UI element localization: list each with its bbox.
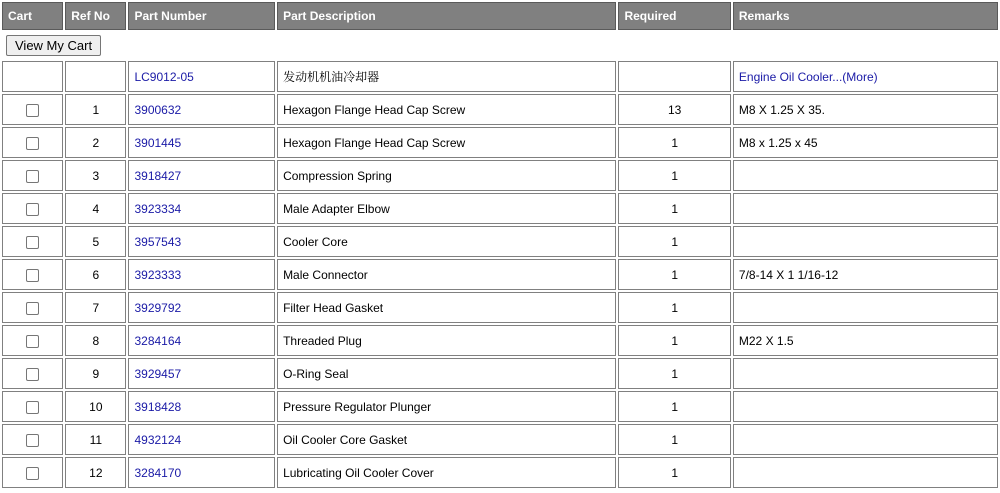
assembly-required-cell	[618, 61, 730, 92]
header-cart: Cart	[2, 2, 63, 30]
part-number-link[interactable]: 3923334	[134, 201, 182, 216]
part-number-link[interactable]: 4932124	[134, 432, 182, 447]
required-qty-cell: 1	[618, 457, 730, 488]
ref-no-cell: 1	[65, 94, 126, 125]
table-row	[2, 226, 998, 257]
part-number-link[interactable]: 3923333	[134, 267, 182, 282]
part-number-cell	[128, 325, 275, 356]
required-qty-cell: 1	[618, 358, 730, 389]
remarks-cell	[733, 358, 998, 389]
assembly-cart-cell	[2, 61, 63, 92]
ref-no-cell: 2	[65, 127, 126, 158]
part-number-link[interactable]: 3918428	[134, 399, 182, 414]
ref-no-cell: 7	[65, 292, 126, 323]
part-number-cell	[128, 226, 275, 257]
header-part-description: Part Description	[277, 2, 616, 30]
required-qty-cell: 1	[618, 193, 730, 224]
assembly-remarks-cell	[733, 61, 998, 92]
part-description-cell: Pressure Regulator Plunger	[277, 391, 616, 422]
part-number-cell	[128, 259, 275, 290]
table-row	[2, 193, 998, 224]
part-number-link[interactable]: 3900632	[134, 102, 182, 117]
ref-no-cell: 5	[65, 226, 126, 257]
table-row	[2, 259, 998, 290]
add-to-cart-checkbox[interactable]	[26, 170, 39, 183]
remarks-cell	[733, 160, 998, 191]
ref-no-cell: 3	[65, 160, 126, 191]
cart-cell	[2, 358, 63, 389]
table-row	[2, 127, 998, 158]
assembly-ref-cell	[65, 61, 126, 92]
add-to-cart-checkbox[interactable]	[26, 302, 39, 315]
add-to-cart-checkbox[interactable]	[26, 269, 39, 282]
add-to-cart-checkbox[interactable]	[26, 137, 39, 150]
part-number-link[interactable]: 3284164	[134, 333, 182, 348]
table-row	[2, 391, 998, 422]
cart-cell	[2, 193, 63, 224]
table-row	[2, 358, 998, 389]
add-to-cart-checkbox[interactable]	[26, 368, 39, 381]
table-row	[2, 160, 998, 191]
cart-cell	[2, 391, 63, 422]
remarks-cell	[733, 424, 998, 455]
table-row	[2, 292, 998, 323]
part-number-cell	[128, 160, 275, 191]
required-qty-cell: 1	[618, 292, 730, 323]
part-number-link[interactable]: 3901445	[134, 135, 182, 150]
part-number-cell	[128, 424, 275, 455]
part-description-cell: Hexagon Flange Head Cap Screw	[277, 127, 616, 158]
part-number-link[interactable]: 3918427	[134, 168, 182, 183]
part-description-cell: Male Connector	[277, 259, 616, 290]
add-to-cart-checkbox[interactable]	[26, 203, 39, 216]
part-number-cell	[128, 94, 275, 125]
cart-cell	[2, 259, 63, 290]
cart-cell	[2, 127, 63, 158]
add-to-cart-checkbox[interactable]	[26, 467, 39, 480]
remarks-cell: M8 X 1.25 X 35.	[733, 94, 998, 125]
ref-no-cell: 4	[65, 193, 126, 224]
part-number-cell	[128, 391, 275, 422]
remarks-cell	[733, 226, 998, 257]
ref-no-cell: 10	[65, 391, 126, 422]
add-to-cart-checkbox[interactable]	[26, 434, 39, 447]
header-remarks: Remarks	[733, 2, 998, 30]
part-number-cell	[128, 127, 275, 158]
add-to-cart-checkbox[interactable]	[26, 236, 39, 249]
table-header-row	[2, 2, 998, 30]
header-ref-no: Ref No	[65, 2, 126, 30]
table-row	[2, 457, 998, 488]
ref-no-cell: 6	[65, 259, 126, 290]
assembly-row	[2, 61, 998, 92]
required-qty-cell: 1	[618, 424, 730, 455]
part-description-cell: Oil Cooler Core Gasket	[277, 424, 616, 455]
part-description-cell: Lubricating Oil Cooler Cover	[277, 457, 616, 488]
header-required: Required	[618, 2, 730, 30]
table-row	[2, 424, 998, 455]
assembly-part-number-cell	[128, 61, 275, 92]
required-qty-cell: 1	[618, 391, 730, 422]
required-qty-cell: 1	[618, 127, 730, 158]
remarks-cell	[733, 457, 998, 488]
part-number-cell	[128, 358, 275, 389]
part-number-link[interactable]: 3929792	[134, 300, 182, 315]
cart-cell	[2, 325, 63, 356]
part-description-cell: Hexagon Flange Head Cap Screw	[277, 94, 616, 125]
part-number-link[interactable]: 3929457	[134, 366, 182, 381]
remarks-cell	[733, 292, 998, 323]
cart-cell	[2, 424, 63, 455]
part-description-cell: Compression Spring	[277, 160, 616, 191]
part-description-cell: Male Adapter Elbow	[277, 193, 616, 224]
cart-cell	[2, 226, 63, 257]
header-part-number: Part Number	[128, 2, 275, 30]
remarks-cell: 7/8-14 X 1 1/16-12	[733, 259, 998, 290]
toolbar-cell	[2, 32, 998, 59]
required-qty-cell: 1	[618, 160, 730, 191]
add-to-cart-checkbox[interactable]	[26, 335, 39, 348]
cart-cell	[2, 160, 63, 191]
ref-no-cell: 11	[65, 424, 126, 455]
assembly-remarks-more-link[interactable]: Engine Oil Cooler...(More)	[738, 69, 878, 84]
required-qty-cell: 1	[618, 226, 730, 257]
table-row	[2, 94, 998, 125]
assembly-description: 发动机机油冷却器	[277, 61, 616, 92]
part-number-cell	[128, 193, 275, 224]
remarks-cell: M8 x 1.25 x 45	[733, 127, 998, 158]
part-number-cell	[128, 292, 275, 323]
add-to-cart-checkbox[interactable]	[26, 104, 39, 117]
part-number-cell	[128, 457, 275, 488]
view-my-cart-button[interactable]: View My Cart	[6, 35, 101, 56]
remarks-cell	[733, 391, 998, 422]
cart-cell	[2, 292, 63, 323]
part-description-cell: Filter Head Gasket	[277, 292, 616, 323]
required-qty-cell: 1	[618, 259, 730, 290]
table-row	[2, 325, 998, 356]
assembly-part-number-link[interactable]: LC9012-05	[134, 69, 194, 84]
part-number-link[interactable]: 3284170	[134, 465, 182, 480]
required-qty-cell: 13	[618, 94, 730, 125]
cart-cell	[2, 457, 63, 488]
cart-cell	[2, 94, 63, 125]
part-description-cell: O-Ring Seal	[277, 358, 616, 389]
toolbar-row	[2, 32, 998, 59]
part-description-cell: Threaded Plug	[277, 325, 616, 356]
ref-no-cell: 12	[65, 457, 126, 488]
remarks-cell: M22 X 1.5	[733, 325, 998, 356]
required-qty-cell: 1	[618, 325, 730, 356]
part-description-cell: Cooler Core	[277, 226, 616, 257]
ref-no-cell: 8	[65, 325, 126, 356]
part-number-link[interactable]: 3957543	[134, 234, 182, 249]
add-to-cart-checkbox[interactable]	[26, 401, 39, 414]
ref-no-cell: 9	[65, 358, 126, 389]
remarks-cell	[733, 193, 998, 224]
